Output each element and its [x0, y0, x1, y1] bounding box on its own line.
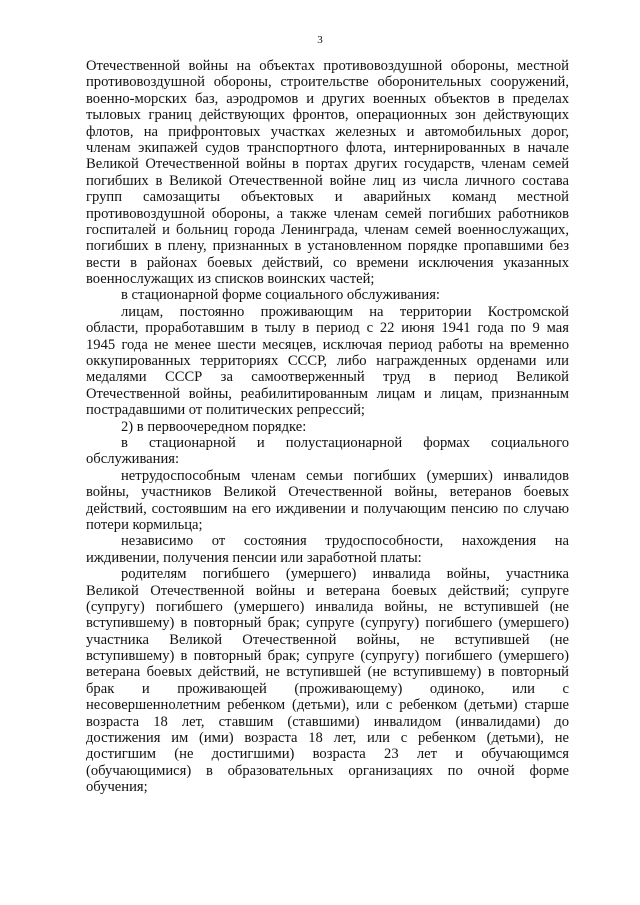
- text-line: области, проработавшим в тылу в период с 22 июня 1941 года по 9 мая: [86, 320, 569, 337]
- text-line: (супругу) погибшего (умершего) инвалида войны, не вступившей (не: [86, 598, 569, 615]
- text-line: групп самозащиты объектовых и аварийных команд местной: [86, 189, 569, 206]
- text-line: погибших в плену, признанных в установленном порядке пропавшими без: [86, 238, 569, 255]
- text-line: независимо от состояния трудоспособности, нахождения на: [121, 533, 569, 550]
- text-line: Отечественной войны, реабилитированным лицам и лицам, признанным: [86, 385, 569, 402]
- text-line: противовоздушной обороны, а также членам семей погибших работников: [86, 205, 569, 222]
- text-line: тыловых границ действующих фронтов, операционных зон действующих: [86, 107, 569, 124]
- text-line: иждивении, получения пенсии или заработной платы:: [86, 549, 422, 566]
- text-line: вести в районах боевых действий, со времени исключения указанных: [86, 254, 569, 271]
- page-number: 3: [317, 34, 323, 46]
- text-line: возраста 18 лет, ставшим (ставшими) инвалидом (инвалидами) до: [86, 713, 569, 730]
- text-line: войны, участников Великой Отечественной войны, ветеранов боевых: [86, 484, 569, 501]
- text-line: действий, состоявшим на его иждивении и получающим пенсию по случаю: [86, 500, 569, 517]
- text-line: оккупированных территориях СССР, либо награжденных орденами или: [86, 353, 569, 370]
- text-line: медалями СССР за самоотверженный труд в период Великой: [86, 369, 569, 386]
- text-line: погибших в Великой Отечественной войне лиц из числа личного состава: [86, 172, 569, 189]
- text-line: достигшим (не достигшими) возраста 23 лет и обучающимся: [86, 746, 569, 763]
- text-line: в стационарной и полустационарной формах социального: [121, 434, 569, 451]
- text-line: несовершеннолетним ребенком (детьми), или с ребенком (детьми) старше: [86, 697, 569, 714]
- text-line: 2) в первоочередном порядке:: [121, 418, 307, 435]
- text-line: Великой Отечественной войны и ветерана боевых действий; супруге: [86, 582, 569, 599]
- text-line: участника Великой Отечественной войны, не вступившей (не: [86, 631, 569, 648]
- text-line: брак и проживающей (проживающему) одиноко, или с: [86, 680, 569, 697]
- text-line: вступившему) в повторный брак; супруге (супругу) погибшего (умершего): [86, 648, 569, 665]
- body-text: [86, 58, 569, 796]
- text-line: Великой Отечественной войны в портах других государств, членам семей: [86, 156, 569, 173]
- text-line: 1945 года не менее шести месяцев, исключая период работы на временно: [86, 336, 569, 353]
- text-line: обслуживания:: [86, 451, 180, 468]
- text-line: пострадавшими от политических репрессий;: [86, 402, 365, 419]
- text-line: потери кормильца;: [86, 516, 203, 533]
- text-line: лицам, постоянно проживающим на территории Костромской: [121, 303, 569, 320]
- text-line: флотов, на прифронтовых участках железных и автомобильных дорог,: [86, 123, 569, 140]
- text-line: военно-морских баз, аэродромов и других военных объектов в пределах: [86, 90, 569, 107]
- text-line: обучения;: [86, 779, 148, 796]
- text-line: вступившему) в повторный брак; супруге (супругу) погибшего (умершего): [86, 615, 569, 632]
- text-line: (обучающимися) в образовательных организациях по очной форме: [86, 762, 569, 779]
- text-line: противовоздушной обороны, строительстве оборонительных сооружений,: [86, 74, 569, 91]
- text-line: военнослужащих из списков воинских частей;: [86, 271, 375, 288]
- text-line: Отечественной войны на объектах противовоздушной обороны, местной: [86, 58, 569, 74]
- text-line: родителям погибшего (умершего) инвалида войны, участника: [121, 566, 569, 583]
- text-line: госпиталей и больниц города Ленинграда, членам семей военнослужащих,: [86, 221, 569, 238]
- text-line: достижения им (ими) возраста 18 лет, или с ребенком (детьми), не: [86, 730, 569, 747]
- text-line: в стационарной форме социального обслуживания:: [121, 287, 440, 304]
- text-line: ветерана боевых действий, не вступившей (не вступившему) в повторный: [86, 664, 569, 681]
- text-line: членам экипажей судов транспортного флота, интернированных в начале: [86, 139, 569, 156]
- text-line: нетрудоспособным членам семьи погибших (умерших) инвалидов: [121, 467, 569, 484]
